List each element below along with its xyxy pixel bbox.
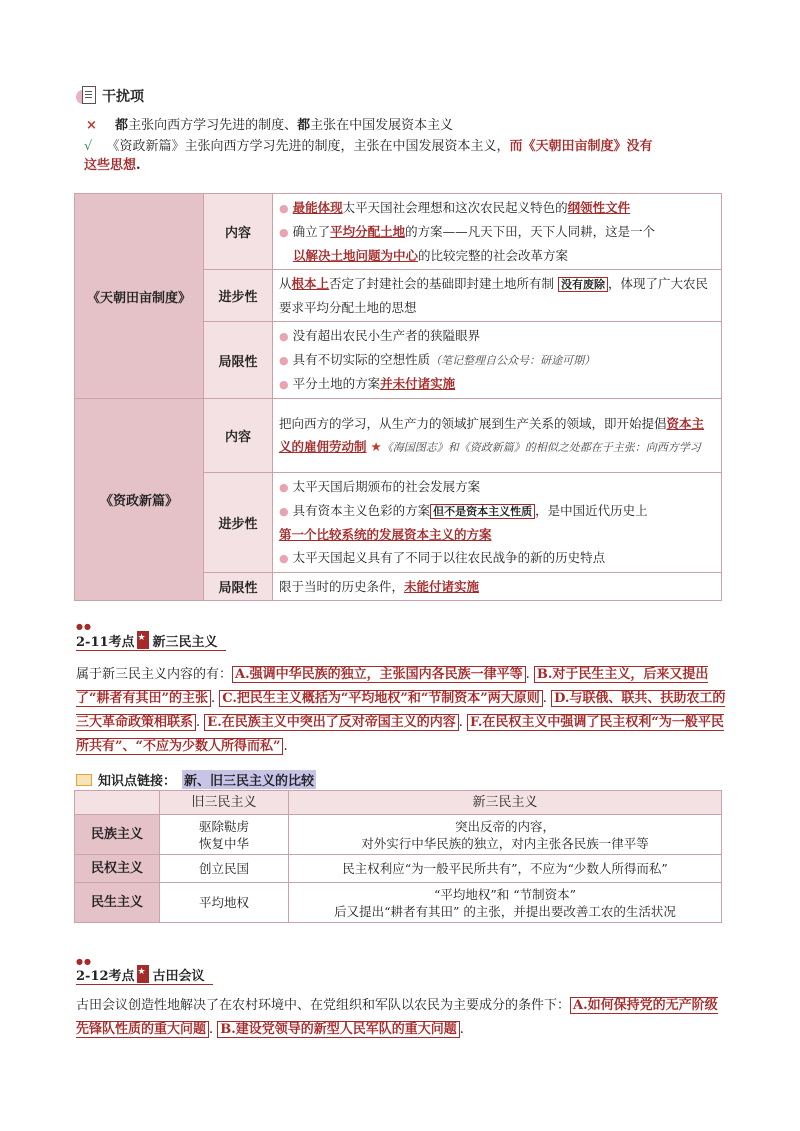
taiping-documents-table [74,193,722,601]
star-icon: ★ [370,439,382,454]
bullet-icon: ● [279,378,289,391]
tianchao-progress: 从根本上否定了封建社会的基础即封建土地所有制 没有废除 ，体现了广大农民要求平均分配土地的思想 [273,270,722,322]
tianchao-content-label: 内容 [204,194,273,270]
check-icon: √ [84,139,93,154]
bullet-icon: ● [279,505,289,518]
right-statement: √ 《资政新篇》主张向西方学习先进的制度，主张在中国发展资本主义，而《天朝田亩制度》没有 这些思想. [84,139,653,173]
zizheng-progress-label: 进步性 [204,473,273,573]
tianchao-limit-label: 局限性 [204,322,273,399]
option-a: A.如何保持党的无产阶级先锋队性质的重大问题 [76,998,718,1037]
option-c: C.把民生主义概括为“平均地权”和“节制资本”两大原则 [219,690,543,707]
bullet-icon: ● [279,354,289,367]
bullet-icon: ● [279,202,289,215]
option-a: A.强调中华民族的独立，主张国内各民族一律平等 [232,666,526,683]
table-row: 民族主义 驱除鞑虏 恢复中华 突出反帝的内容， 对外实行中华民族的独立，对内主张各民族一律平等 [75,815,722,855]
zizheng-limit: 限于当时的历史条件，未能付诸实施 [273,573,722,601]
zizheng-content-label: 内容 [204,399,273,473]
table-row: 民生主义 平均地权 “平均地权”和 “节制资本” 后又提出“耕者有其田” 的主张，并提出要改善工农的生活状况 [75,883,722,923]
wrong-statement: × 都主张向西方学习先进的制度、都主张在中国发展资本主义 [86,118,454,133]
tianchao-name: 《天朝田亩制度》 [75,194,204,399]
tianchao-content: ● 最能体现太平天国社会理想和这次农民起义特色的纲领性文件 ● 确立了平均分配土地的方案——凡天下田，天下人同耕，这是一个 以解决土地问题为中心的比较完整的社会改革方案 [273,194,722,270]
knowledge-link-title: 知识点链接： 新、旧三民主义的比较 [76,770,316,789]
distractor-title: 干扰项 [76,86,144,106]
header-new: 新三民主义 [289,791,722,815]
three-principles-comparison-table [74,790,722,923]
zizheng-name: 《资政新篇》 [75,399,204,601]
option-e: E.在民族主义中突出了反对帝国主义的内容 [204,714,458,731]
zizheng-content: 把向西方的学习，从生产力的领域扩展到生产关系的领域，即开始提倡资本主义的雇佣劳动制 ★《海国图志》和《资政新篇》的相似之处都在于主张：向西方学习 [273,399,722,473]
decor-dots: ●● [76,622,92,631]
topic-2-12-header: 2-12考点 ★ 古田会议 [76,964,213,985]
topic-2-12-body: 古田会议创造性地解决了在农村环境中、在党组织和军队以农民为主要成分的条件下： A.如何保持党的无产阶级先锋队性质的重大问题 . B.建设党领导的新型人民军队的重大问题 . [76,998,718,1037]
link-icon [76,774,92,786]
bullet-icon: ● [279,330,289,343]
option-b: B.对于民生主义，后来又提出了“耕者有其田”的主张 [76,667,709,706]
document-icon [76,86,96,106]
flag-star-icon [137,631,149,649]
zizheng-limit-label: 局限性 [204,573,273,601]
bullet-icon: ● [279,226,289,239]
bullet-icon: ● [279,481,289,494]
bullet-icon: ● [279,552,289,565]
header-old: 旧三民主义 [160,791,289,815]
zizheng-progress: ● 太平天国后期颁布的社会发展方案 ● 具有资本主义色彩的方案 但不是资本主义性质 ，是中国近代历史上 第一个比较系统的发展资本主义的方案 ● 太平天国起义具有了不同于以往农民战争的新的历史特点 [273,473,722,573]
option-f: F.在民权主义中强调了民主权利“为一般平民所共有”、“不应为少数人所得而私” [76,715,724,754]
topic-2-11-body: 属于新三民主义内容的有： A.强调中华民族的独立，主张国内各民族一律平等 . B.对于民生主义，后来又提出了“耕者有其田”的主张 . C.把民生主义概括为“平均地权”和“节制资本”两大原则 . D.与联俄、联共、扶助农工的三大革命政策相联系 . E.在民族主义中突出了反对帝国主义的内容 . F.在民权主义中强调了民主权利“为一般平民所共有”、“不应为少数人所得而私” . [76,667,726,754]
topic-2-11-header: 2-11考点 ★ 新三民主义 [76,630,226,651]
option-b: B.建设党领导的新型人民军队的重大问题 [217,1021,460,1038]
decor-dots: ●● [76,957,92,966]
cross-icon: × [86,118,97,133]
tianchao-progress-label: 进步性 [204,270,273,322]
option-d: D.与联俄、联共、扶助农工的三大革命政策相联系 [76,691,726,730]
flag-star-icon [137,965,149,983]
table-row: 民权主义 创立民国 民主权利应“为一般平民所共有”，不应为“少数人所得而私” [75,855,722,883]
tianchao-limit: ● 没有超出农民小生产者的狭隘眼界 ● 具有不切实际的空想性质（笔记整理自公众号：研途可期） ● 平分土地的方案并未付诸实施 [273,322,722,399]
